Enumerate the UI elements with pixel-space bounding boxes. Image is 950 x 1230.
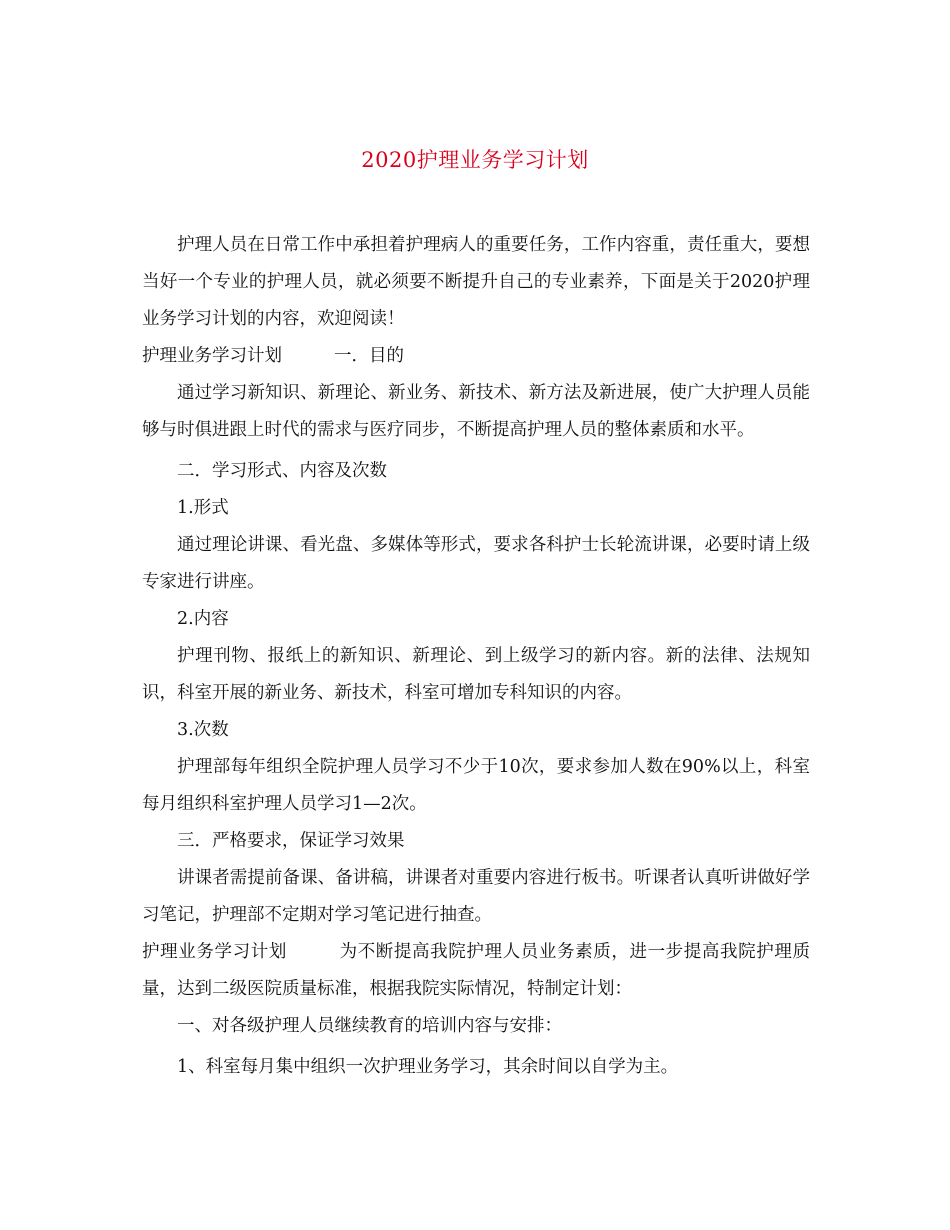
section2-paragraph [142, 934, 810, 1008]
subheading-times: 3.次数 [177, 720, 229, 740]
item-1: 1、科室每月集中组织一次护理业务学习，其余时间以自学为主。 [177, 1057, 679, 1077]
form-paragraph: 通过理论讲课、看光盘、多媒体等形式，要求各科护士长轮流讲课，必要时请上级专家进行讲座。 [142, 535, 810, 592]
document-title: 2020护理业务学习计划 [361, 148, 589, 172]
purpose-paragraph: 通过学习新知识、新理论、新业务、新技术、新方法及新进展，使广大护理人员能够与时俱进跟上时代的需求与医疗同步，不断提高护理人员的整体素质和水平。 [142, 383, 810, 440]
intro-paragraph: 护理人员在日常工作中承担着护理病人的重要任务，工作内容重，责任重大，要想当好一个专业的护理人员，就必须要不断提升自己的专业素养，下面是关于2020护理业务学习计划的内容，欢迎阅读！ [142, 235, 810, 329]
section1-heading: 一．目的 [334, 346, 404, 366]
content-paragraph: 护理刊物、报纸上的新知识、新理论、到上级学习的新内容。新的法律、法规知识，科室开展的新业务、新技术，科室可增加专科知识的内容。 [142, 646, 810, 703]
section2-label: 护理业务学习计划 [142, 942, 287, 962]
subheading-form: 1.形式 [177, 498, 229, 518]
section2-text: 为不断提高我院护理人员业务素质，进一步提高我院护理质量，达到二级医院质量标准，根据我院实际情况，特制定计划： [142, 942, 811, 999]
times-paragraph: 护理部每年组织全院护理人员学习不少于10次，要求参加人数在90%以上，科室每月组织科室护理人员学习1—2次。 [142, 757, 810, 814]
document-body [142, 227, 810, 1086]
section1-line [142, 338, 810, 375]
section1-label: 护理业务学习计划 [142, 346, 282, 366]
subheading-content: 2.内容 [177, 609, 229, 629]
require-paragraph: 讲课者需提前备课、备讲稿，讲课者对重要内容进行板书。听课者认真听讲做好学习笔记，护理部不定期对学习笔记进行抽查。 [142, 868, 810, 925]
heading-3: 三．严格要求，保证学习效果 [177, 831, 405, 851]
heading-2: 二．学习形式、内容及次数 [177, 461, 387, 481]
item-heading: 一、对各级护理人员继续教育的培训内容与安排： [177, 1016, 562, 1036]
